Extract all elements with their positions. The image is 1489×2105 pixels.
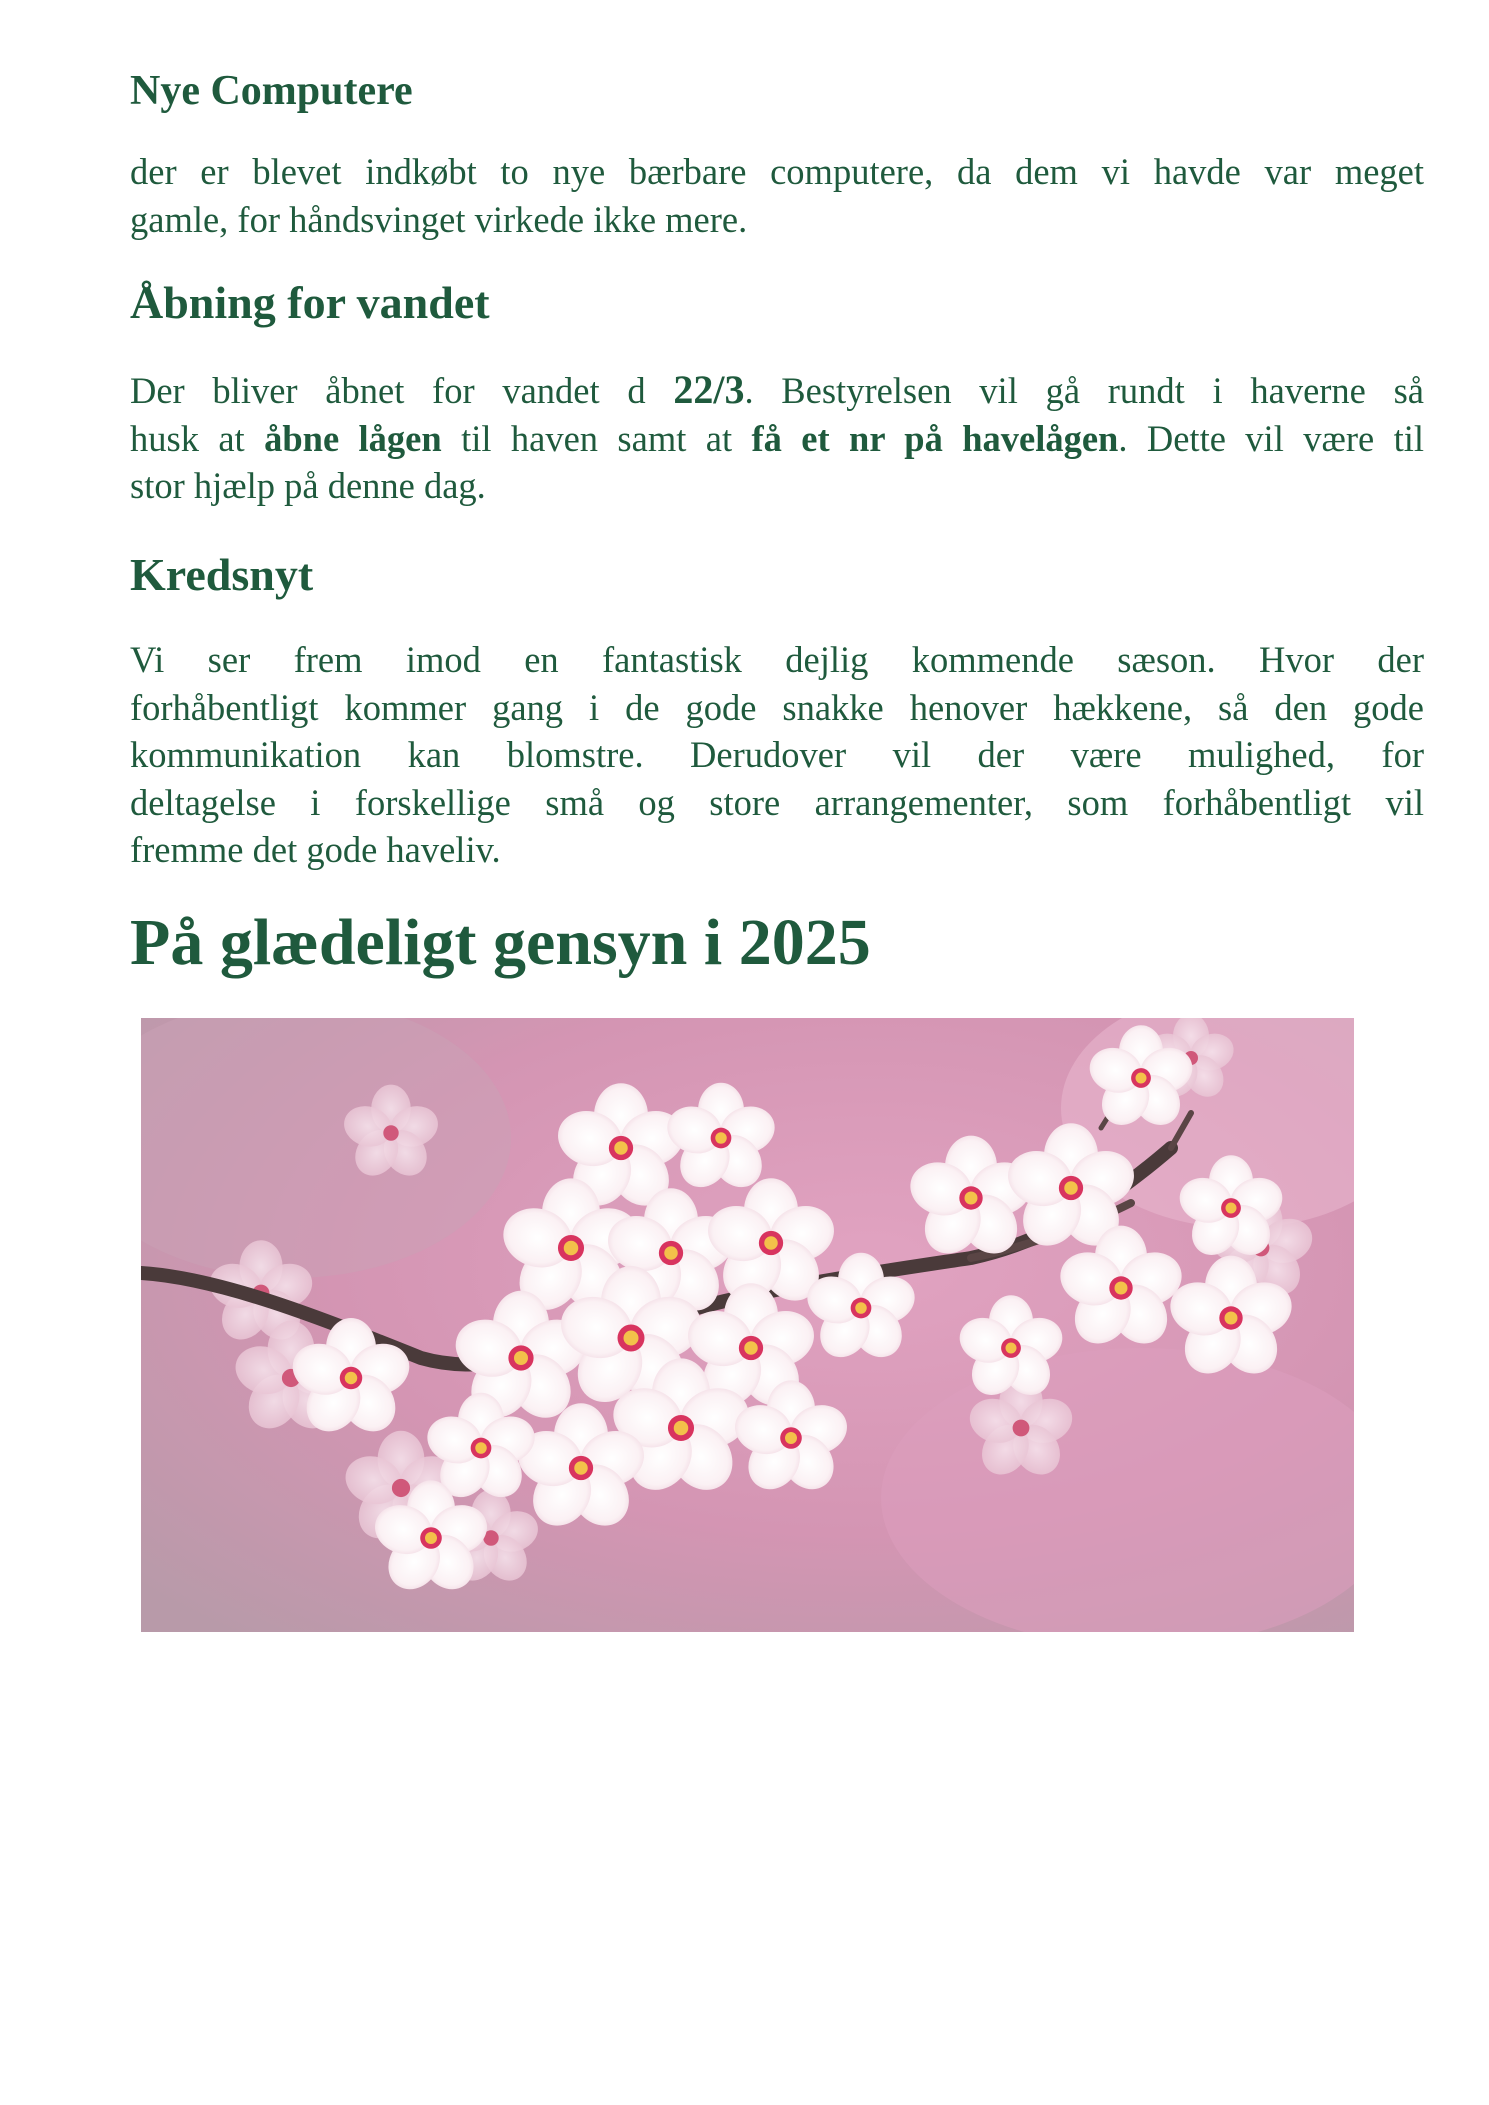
date-highlight: 22/3 <box>673 367 745 412</box>
text-run: til haven samt at <box>441 417 752 459</box>
paragraph-line: forhåbentligt kommer gang i de gode snakke henover hækkene, så den gode <box>130 686 1424 728</box>
heading-kredsnyt: Kredsnyt <box>130 549 314 600</box>
heading-nye-computere: Nye Computere <box>130 68 413 114</box>
paragraph-kredsnyt <box>130 636 1424 874</box>
cherry-blossom-illustration <box>141 1018 1354 1632</box>
bold-text: åbne lågen <box>264 417 442 459</box>
text-run: Der bliver åbnet for vandet d <box>130 370 674 411</box>
paragraph-line: kommunikation kan blomstre. Derudover vil der være mulighed, for <box>130 734 1424 775</box>
paragraph-vandet <box>130 366 1424 510</box>
paragraph-line: stor hjælp på denne dag. <box>130 465 486 506</box>
text-run: . Bestyrelsen vil gå rundt i haverne så <box>744 370 1424 411</box>
paragraph-line <box>130 415 1424 463</box>
closing-heading: På glædeligt gensyn i 2025 <box>130 906 871 979</box>
paragraph-line: Vi ser frem imod en fantastisk dejlig kommende sæson. Hvor der <box>130 639 1424 680</box>
paragraph-line: gamle, for håndsvinget virkede ikke mere. <box>130 198 748 240</box>
text-run: . Dette vil være til <box>1118 417 1424 459</box>
bold-text: få et nr på havelågen <box>751 417 1119 459</box>
paragraph-line: deltagelse i forskellige små og store arrangementer, som forhåbentligt vil <box>130 781 1424 823</box>
paragraph-line <box>130 366 1424 415</box>
text-run: husk at <box>130 417 265 459</box>
heading-aabning-for-vandet: Åbning for vandet <box>130 277 490 328</box>
cherry-blossom-photo <box>141 1018 1354 1632</box>
paragraph-line: fremme det gode haveliv. <box>130 829 501 870</box>
paragraph-line: der er blevet indkøbt to nye bærbare computere, da dem vi havde var meget <box>130 151 1424 192</box>
paragraph-computere <box>130 148 1424 243</box>
